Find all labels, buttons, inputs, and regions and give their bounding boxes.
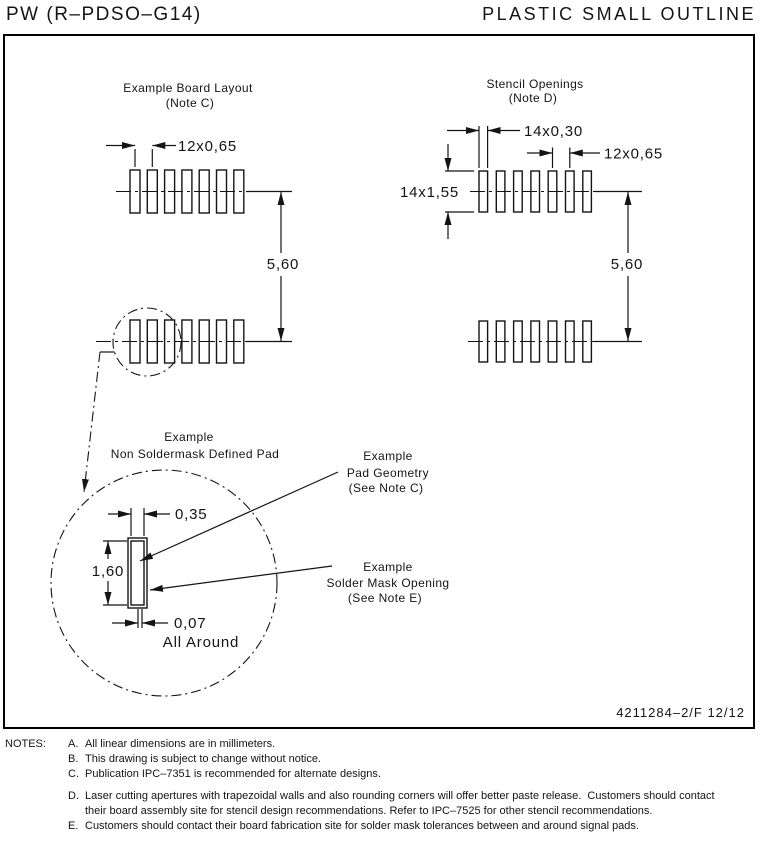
pad-width-value: 0,35 (175, 506, 208, 523)
pad-geometry (131, 541, 144, 605)
stencil-title: Stencil Openings (486, 77, 584, 91)
mask-clearance-note: All Around (162, 634, 240, 651)
note-id: C. (68, 768, 79, 780)
pad-geometry-label-line1: Example (363, 449, 413, 463)
package-title: PW (R–PDSO–G14) (6, 4, 202, 25)
solder-mask-callout (150, 560, 450, 605)
stencil-row-spacing-dimension (611, 192, 643, 341)
stencil-openings-view (400, 77, 663, 362)
board-pitch-dimension (106, 138, 237, 167)
note-text: Laser cutting apertures with trapezoidal walls and also rounding corners will offer better paste release. Customers should contact their board assembly site for stencil design recommendations. Refer to IPC–7525 for other stencil recommendations. (85, 790, 718, 817)
board-row-spacing-value: 5,60 (266, 256, 300, 273)
stencil-note-ref: (Note D) (508, 91, 558, 105)
stencil-pitch-value: 12x0,65 (604, 145, 663, 163)
note-text: All linear dimensions are in millimeters. (85, 738, 276, 750)
note-id: B. (68, 753, 79, 765)
callout-leader-arrow (84, 352, 100, 492)
notes-section (5, 737, 765, 834)
note-text: Publication IPC–7351 is recommended for alternate designs. (85, 768, 381, 780)
pad-height-dimension (92, 541, 127, 605)
mask-label-line2: Solder Mask Opening (326, 576, 450, 590)
stencil-aperture-height-dimension (400, 144, 474, 239)
detail-title-line2: Non Soldermask Defined Pad (110, 447, 280, 461)
note-id: D. (68, 790, 79, 802)
stencil-aperture-width-value: 14x0,30 (524, 123, 583, 140)
pad (234, 170, 244, 213)
document-number: 4211284–2/F 12/12 (616, 705, 745, 720)
pad-geometry-label-line2: Pad Geometry (346, 466, 430, 480)
mask-clearance-value: 0,07 (174, 615, 207, 632)
stencil-aperture-width-dimension (447, 123, 583, 168)
package-subtitle: PLASTIC SMALL OUTLINE (482, 4, 756, 24)
stencil-aperture-height-value: 14x1,55 (400, 184, 459, 201)
board-layout-title: Example Board Layout (123, 81, 253, 95)
detail-view-circle (51, 470, 277, 696)
note-id: E. (68, 820, 79, 832)
pad-height-value: 1,60 (91, 563, 125, 580)
note-text: This drawing is subject to change without notice. (85, 753, 322, 765)
note-text: Customers should contact their board fabrication site for solder mask tolerances between and around signal pads. (85, 820, 639, 832)
board-pitch-value: 12x0,65 (178, 138, 237, 155)
mask-label-line1: Example (363, 560, 413, 574)
pad-geometry-callout (140, 449, 429, 561)
stencil-row-spacing-value: 5,60 (610, 256, 644, 273)
mask-clearance-dimension (112, 609, 239, 651)
pad (182, 170, 192, 213)
note-id: A. (68, 738, 79, 750)
pad-geometry-label-line3: (See Note C) (348, 481, 424, 495)
notes-heading: NOTES: (5, 738, 46, 750)
pad-detail-view (51, 430, 450, 696)
board-layout-note-ref: (Note C) (165, 96, 215, 110)
mask-label-line3: (See Note E) (347, 591, 423, 605)
detail-title-line1: Example (164, 430, 214, 444)
stencil-pitch-dimension (527, 146, 663, 169)
pad-width-dimension (108, 506, 207, 536)
board-row-spacing-dimension (267, 192, 299, 341)
